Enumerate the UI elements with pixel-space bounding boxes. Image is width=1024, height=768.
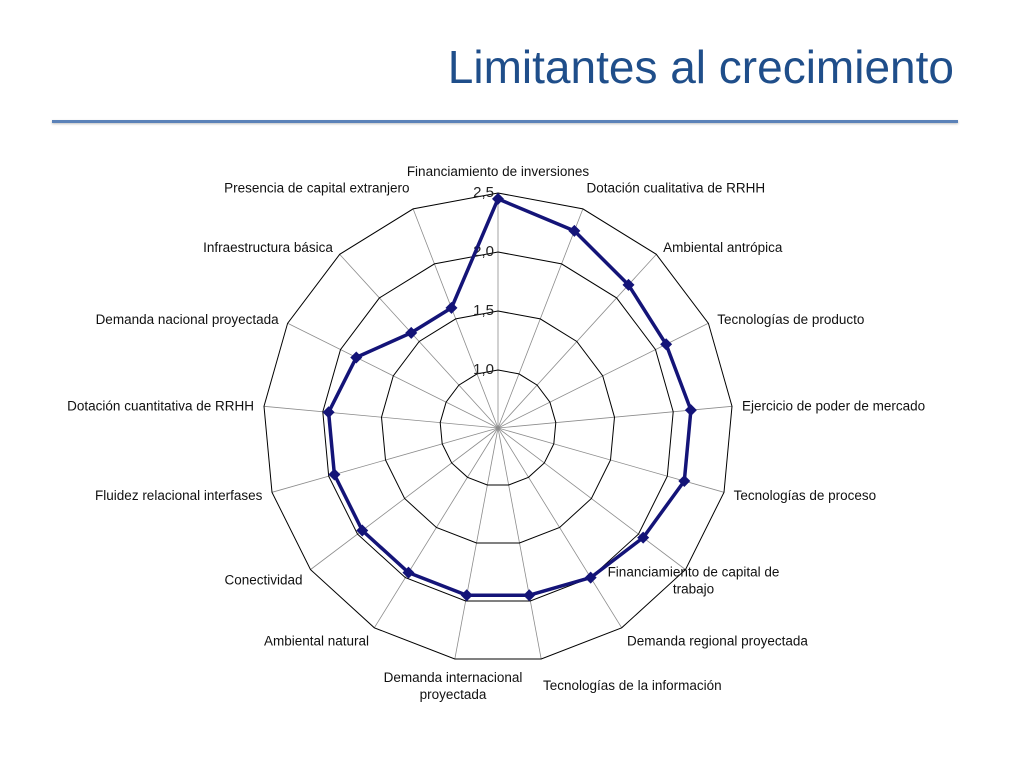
radar-data-point <box>350 351 362 363</box>
radar-tick-label: 2,5 <box>473 184 494 201</box>
radar-category-label: Financiamiento de inversiones <box>406 164 590 179</box>
radar-tick-label: 2,0 <box>473 243 494 260</box>
radar-category-label: Tecnologías de proceso <box>733 488 877 503</box>
radar-category-label: Tecnologías de producto <box>717 311 865 327</box>
radar-category-label: Ambiental natural <box>263 633 369 649</box>
radar-tick-label: 1,5 <box>473 302 494 319</box>
radar-category-label: Financiamiento de capital de trabajo <box>607 564 780 597</box>
radar-category-label: Demanda internacional proyectada <box>383 669 523 702</box>
radar-category-label: Dotación cuantitativa de RRHH <box>67 398 254 414</box>
radar-category-label: Conectividad <box>224 572 303 588</box>
radar-category-label: Presencia de capital extranjero <box>224 180 410 196</box>
radar-category-label: Ejercicio de poder de mercado <box>742 398 926 414</box>
radar-category-label: Infraestructura básica <box>203 239 333 255</box>
radar-category-label: Ambiental antrópica <box>663 239 783 255</box>
radar-spoke <box>288 323 498 428</box>
radar-category-label: Demanda nacional proyectada <box>95 311 279 327</box>
radar-tick-label: 1,0 <box>473 361 494 378</box>
radar-category-label: Fluidez relacional interfases <box>95 488 263 503</box>
radar-data-point <box>685 404 697 416</box>
radar-data-point <box>323 406 335 418</box>
radar-category-label: Tecnologías de la información <box>543 677 722 693</box>
radar-category-label: Demanda regional proyectada <box>627 633 808 649</box>
slide-title: Limitantes al crecimiento <box>447 41 954 93</box>
radar-category-label: Dotación cualitativa de RRHH <box>586 180 766 196</box>
